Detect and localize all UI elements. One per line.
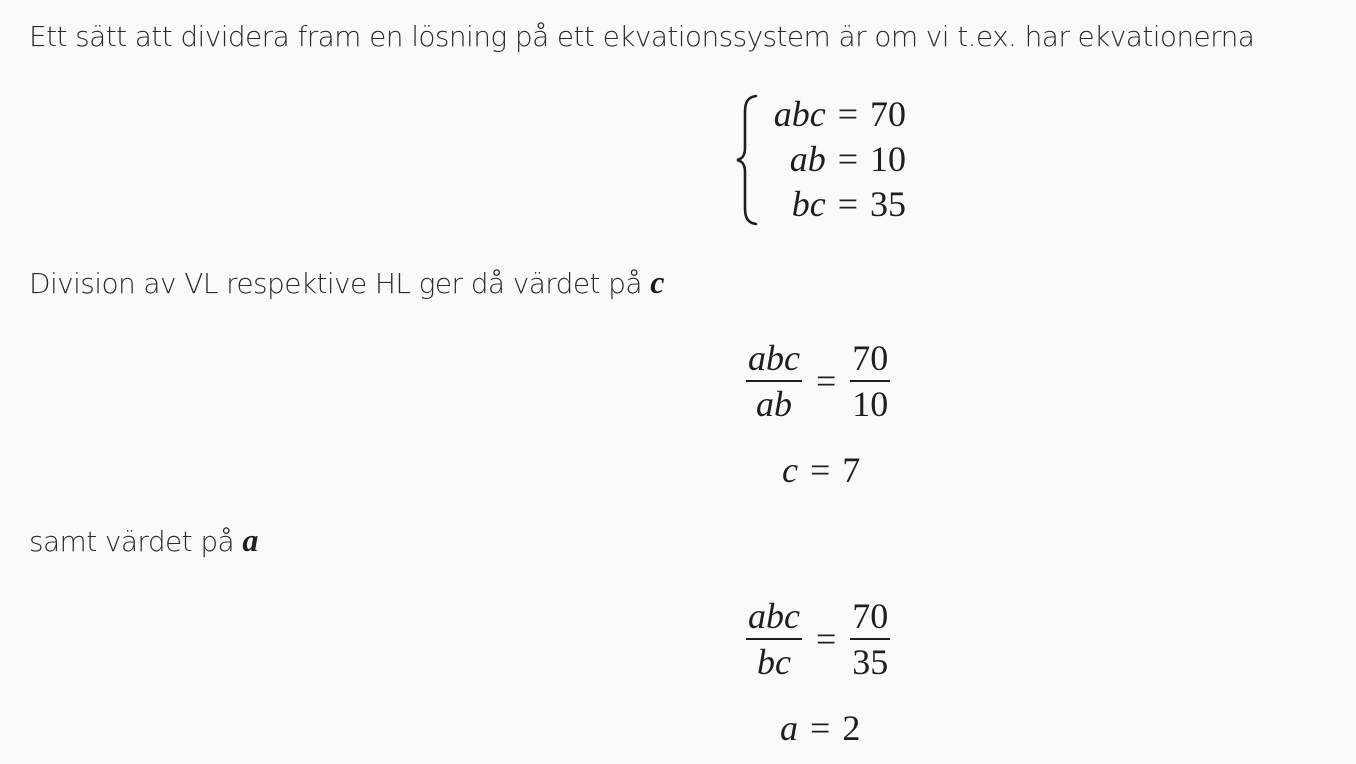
intro-paragraph: [29, 20, 1254, 53]
right-fraction: [850, 336, 890, 426]
equals-sign: =: [815, 361, 837, 401]
left-fraction: [746, 336, 802, 426]
result-c: [782, 448, 860, 492]
equation-system: [736, 92, 916, 228]
numerator: abc: [748, 338, 800, 378]
equation-rhs: 35: [870, 184, 906, 224]
numerator: 70: [852, 596, 889, 636]
equals-sign: =: [815, 619, 837, 659]
denominator: 35: [852, 642, 889, 682]
equals-sign: =: [837, 139, 858, 179]
variable-c: c: [650, 264, 665, 300]
equation-row: [774, 92, 906, 136]
denominator: bc: [757, 642, 791, 682]
result-value: 2: [842, 708, 861, 748]
equation-lhs: ab: [789, 139, 826, 179]
equation-rhs: 10: [870, 139, 906, 179]
equals-sign: =: [837, 184, 858, 224]
denominator: ab: [755, 384, 792, 424]
equals-sign: =: [810, 708, 831, 748]
samt-text: samt värdet på: [29, 525, 235, 558]
samt-paragraph: [29, 522, 258, 559]
division-paragraph: [29, 264, 664, 301]
result-variable: a: [780, 708, 798, 748]
result-variable: c: [782, 450, 798, 490]
equation-lhs: abc: [773, 94, 826, 134]
equals-sign: =: [809, 450, 831, 490]
right-fraction: [850, 594, 890, 684]
left-fraction: [746, 594, 802, 684]
numerator: abc: [748, 596, 800, 636]
left-curly-brace-icon: [736, 94, 758, 226]
denominator: 10: [852, 384, 889, 424]
variable-a: a: [242, 522, 259, 558]
intro-text: Ett sätt att dividera fram en lösning på ett ekvationssystem är om vi t.ex. har ekvationerna: [29, 20, 1255, 53]
equation-rhs: 70: [870, 94, 906, 134]
result-value: 7: [842, 450, 861, 490]
division-text: Division av VL respektive HL ger då värdet på: [29, 267, 642, 300]
fraction-equation-a: [746, 594, 890, 684]
equation-row: [790, 137, 906, 181]
equation-lhs: bc: [791, 184, 826, 224]
fraction-equation-c: [746, 336, 890, 426]
result-a: [780, 706, 860, 750]
equation-row: [792, 182, 906, 226]
equals-sign: =: [837, 94, 858, 134]
numerator: 70: [852, 338, 889, 378]
